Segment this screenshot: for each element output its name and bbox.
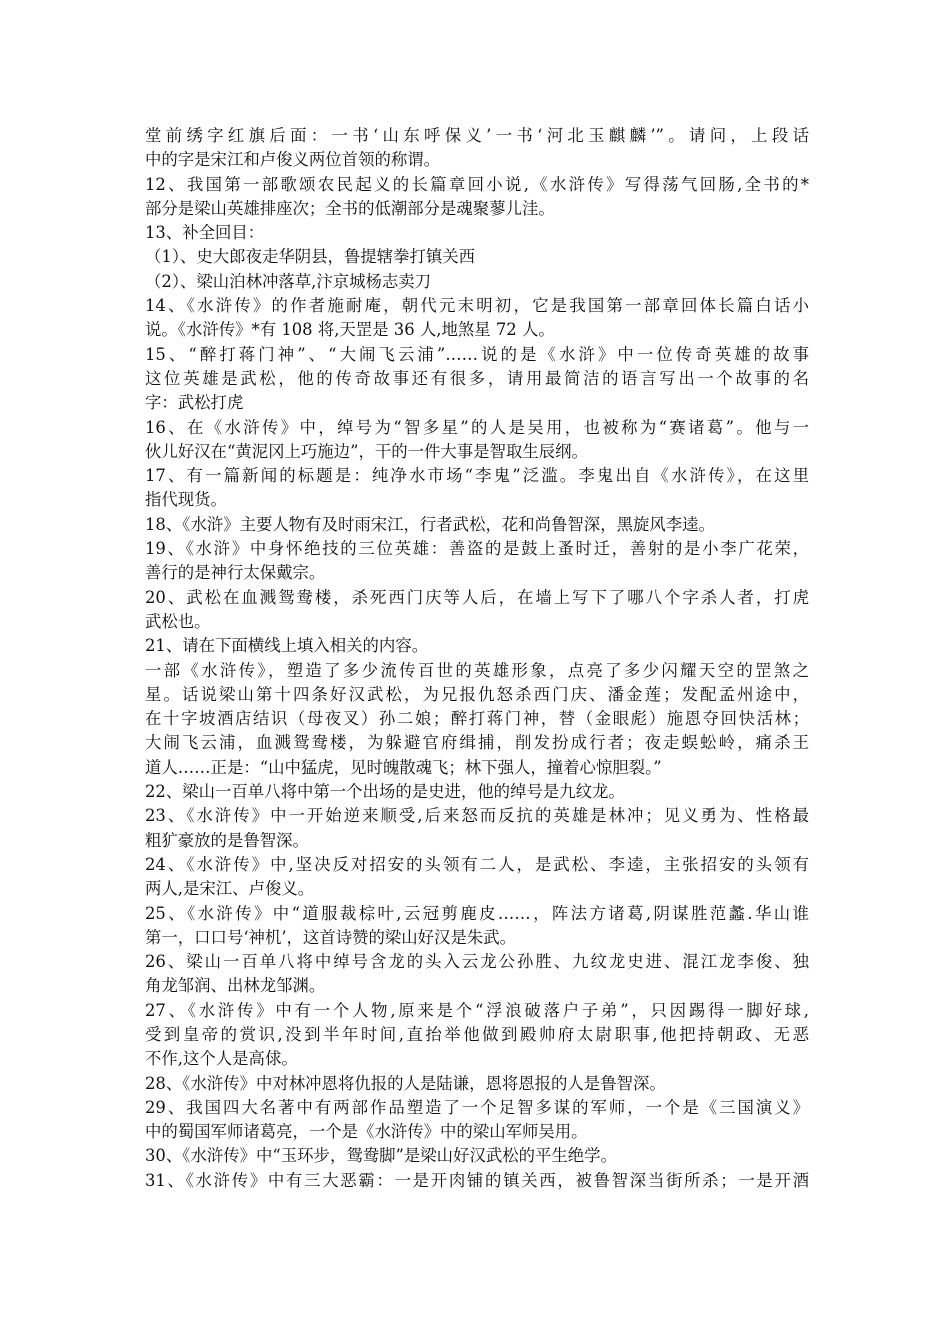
text-line: 粗犷豪放的是鲁智深。 (145, 830, 309, 850)
text-line: 15、“醉打蒋门神”、“大闹飞云浦”……说的是《水浒》中一位传奇英雄的故事 (145, 344, 809, 364)
text-line: 20、武松在血溅鸳鸯楼，杀死西门庆等人后，在墙上写下了哪八个字杀人者，打虎 (145, 587, 809, 607)
text-line: 部分是梁山英雄排座次；全书的低潮部分是魂聚蓼儿洼。 (145, 198, 555, 218)
text-line: 28、《水浒传》中对林冲恩将仇报的人是陆谦，恩将恩报的人是鲁智深。 (145, 1073, 666, 1093)
text-line: 这位英雄是武松，他的传奇故事还有很多，请用最简洁的语言写出一个故事的名 (145, 368, 809, 388)
text-line: 14、《水浒传》的作者施耐庵，朝代元末明初，它是我国第一部章回体长篇白话小 (145, 296, 809, 316)
text-line: 堂前绣字红旗后面：一书‘山东呼保义’一书‘河北玉麒麟’”。请问，上段话 (145, 126, 809, 145)
text-line: 武松也。 (145, 611, 211, 631)
text-line: 一部《水浒传》，塑造了多少流传百世的英雄形象，点亮了多少闪耀天空的罡煞之 (145, 660, 809, 680)
text-line: 16、在《水浒传》中，绰号为“智多星”的人是吴用，也被称为“赛诸葛”。他与一 (145, 417, 809, 437)
text-line: 27、《水浒传》中有一个人物,原来是个“浮浪破落户子弟”，只因踢得一脚好球, (145, 1000, 809, 1020)
text-line: 26、梁山一百单八将中绰号含龙的头入云龙公孙胜、九纹龙史进、混江龙李俊、独 (145, 952, 809, 972)
text-line: 受到皇帝的赏识,没到半年时间,直抬举他做到殿帅府太尉职事,他把持朝政、无恶 (145, 1024, 809, 1044)
text-line: 中的蜀国军师诸葛亮，一个是《水浒传》中的梁山军师吴用。 (145, 1122, 588, 1142)
text-line: 19、《水浒》中身怀绝技的三位英雄：善盗的是鼓上蚤时迁，善射的是小李广花荣， (145, 539, 809, 559)
text-line: 大闹飞云浦，血溅鸳鸯楼，为躲避官府缉捕，削发扮成行者；夜走蜈蚣岭，痛杀王 (145, 733, 809, 753)
text-line: 伙儿好汉在“黄泥冈上巧施边”，干的一件大事是智取生辰纲。 (145, 441, 588, 461)
text-line: 21、请在下面横线上填入相关的内容。 (145, 636, 429, 656)
text-line: 24、《水浒传》中,坚决反对招安的头领有二人，是武松、李逵，主张招安的头领有 (145, 854, 809, 874)
text-line: 说。《水浒传》*有 108 将,天罡是 36 人,地煞星 72 人。 (145, 320, 555, 340)
text-line: 17、有一篇新闻的标题是：纯净水市场“李鬼”泛滥。李鬼出自《水浒传》，在这里 (145, 466, 809, 486)
text-line: 29、我国四大名著中有两部作品塑造了一个足智多谋的军师，一个是《三国演义》 (145, 1097, 809, 1117)
text-line: 22、梁山一百单八将中第一个出场的是史进，他的绰号是九纹龙。 (145, 782, 625, 802)
text-line: 12、我国第一部歌颂农民起义的长篇章回小说,《水浒传》写得荡气回肠,全书的* (145, 174, 809, 194)
text-line: 31、《水浒传》中有三大恶霸：一是开肉铺的镇关西，被鲁智深当街所杀；一是开酒 (145, 1170, 809, 1190)
text-line: 中的字是宋江和卢俊义两位首领的称谓。 (145, 150, 441, 170)
text-line: 不作,这个人是高俅。 (145, 1049, 298, 1069)
document-page (145, 124, 809, 1193)
text-line: 善行的是神行太保戴宗。 (145, 563, 326, 583)
text-line: 两人,是宋江、卢俊义。 (145, 879, 315, 899)
text-line: （2）、梁山泊林冲落草,汴京城杨志卖刀 (145, 271, 432, 291)
text-line: 第一，口口号‘神机’，这首诗赞的梁山好汉是朱武。 (145, 927, 517, 947)
text-line: 30、《水浒传》中“玉环步，鸳鸯脚”是梁山好汉武松的平生绝学。 (145, 1146, 617, 1166)
text-line: 星。话说梁山第十四条好汉武松，为兄报仇怒杀西门庆、潘金莲；发配孟州途中， (145, 684, 809, 704)
text-line: （1）、史大郎夜走华阴县，鲁提辖拳打镇关西 (145, 247, 476, 267)
text-line: 指代现货。 (145, 490, 227, 510)
text-line: 25、《水浒传》中“道服裁棕叶,云冠剪鹿皮……，阵法方诸葛,阴谋胜范蠡.华山谁 (145, 903, 809, 923)
text-line: 在十字坡酒店结识（母夜叉）孙二娘；醉打蒋门神，替（金眼彪）施恩夺回快活林； (145, 709, 809, 729)
text-line: 18、《水浒》主要人物有及时雨宋江，行者武松，花和尚鲁智深，黑旋风李逵。 (145, 514, 715, 534)
text-line: 13、补全回目： (145, 223, 265, 243)
text-line: 23、《水浒传》中一开始逆来顺受,后来怒而反抗的英雄是林冲；见义勇为、性格最 (145, 806, 809, 826)
text-line: 角龙邹润、出林龙邹渊。 (145, 976, 326, 996)
text-line: 字：武松打虎 (145, 393, 244, 413)
text-line: 道人……正是：“山中猛虎，见时魄散魂飞；林下强人，撞着心惊胆裂。” (145, 757, 662, 777)
